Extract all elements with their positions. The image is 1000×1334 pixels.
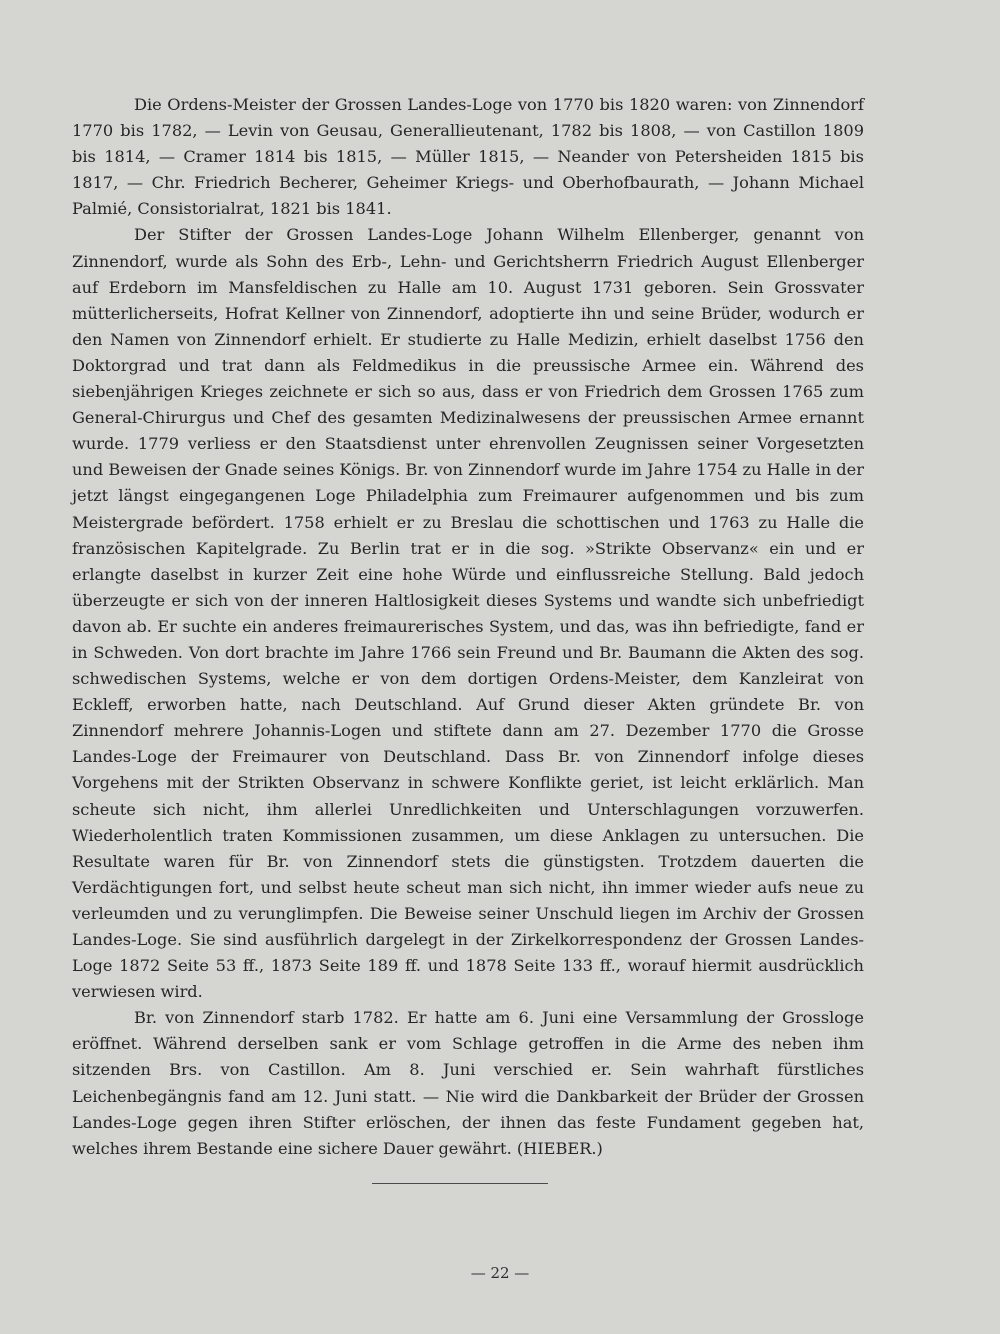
- page-number: — 22 —: [470, 1264, 530, 1282]
- section-divider: [372, 1183, 548, 1184]
- paragraph-tod: Br. von Zinnendorf starb 1782. Er hatte am 6. Juni eine Versammlung der Grossloge eröffnet. Während derselben sank er vom Schlage getroffen in die Arme des neben ihm sitzenden Brs. von Castillon. Am 8. Juni verschied er. Sein wahrhaft fürstliches Leichenbegängnis fand am 12. Juni statt. — Nie wird die Dankbarkeit der Brüder der Grossen Landes-Loge gegen ihren Stifter erlöschen, der ihnen das feste Fundament gegeben hat, welches ihrem Bestande eine sichere Dauer gewährt. (HIEBER.): [72, 1008, 864, 1158]
- paragraph-ordens-meister: Die Ordens-Meister der Grossen Landes-Loge von 1770 bis 1820 waren: von Zinnendorf 1770 bis 1782, — Levin von Geusau, Generallieutenant, 1782 bis 1808, — von Castillon 1809 bis 1814, — Cramer 1814 bis 1815, — Müller 1815, — Neander von Petersheiden 1815 bis 1817, — Chr. Friedrich Becherer, Geheimer Kriegs- und Oberhofbaurath, — Johann Michael Palmié, Consistorialrat, 1821 bis 1841.: [72, 95, 864, 219]
- paragraph-stifter: Der Stifter der Grossen Landes-Loge Johann Wilhelm Ellenberger, genannt von Zinnendorf, wurde als Sohn des Erb-, Lehn- und Gerichtsherrn Friedrich August Ellenberger auf Erdeborn im Mansfeldischen zu Halle am 10. August 1731 geboren. Sein Grossvater mütterlicherseits, Hofrat Kellner von Zinnendorf, adoptierte ihn und seine Brüder, wodurch er den Namen von Zinnendorf erhielt. Er studierte zu Halle Medizin, erhielt daselbst 1756 den Doktorgrad und trat dann als Feldmedikus in die preussische Armee ein. Während des siebenjährigen Krieges zeichnete er sich so aus, dass er von Friedrich dem Grossen 1765 zum General-Chirurgus und Chef des gesamten Medizinalwesens der preussischen Armee ernannt wurde. 1779 verliess er den Staatsdienst unter ehrenvollen Zeugnissen seiner Vorgesetzten und Beweisen der Gnade seines Königs. Br. von Zinnendorf wurde im Jahre 1754 zu Halle in der jetzt längst eingegangenen Loge Philadelphia zum Freimaurer aufgenommen und bis zum Meistergrade befördert. 1758 erhielt er zu Breslau die schottischen und 1763 zu Halle die französischen Kapitelgrade. Zu Berlin trat er in die sog. »Strikte Observanz« ein und er erlangte daselbst in kurzer Zeit eine hohe Würde und einflussreiche Stellung. Bald jedoch überzeugte er sich von der inneren Haltlosigkeit dieses Systems und wandte sich unbefriedigt davon ab. Er suchte ein anderes freimaurerisches System, und das, was ihn befriedigte, fand er in Schweden. Von dort brachte im Jahre 1766 sein Freund und Br. Baumann die Akten des sog. schwedischen Systems, welche er von dem dortigen Ordens-Meister, dem Kanzleirat von Eckleff, erworben hatte, nach Deutschland. Auf Grund dieser Akten gründete Br. von Zinnendorf mehrere Johannis-Logen und stiftete dann am 27. Dezember 1770 die Grosse Landes-Loge der Freimaurer von Deutschland. Dass Br. von Zinnendorf infolge dieses Vorgehens mit der Strikten Observanz in schwere Konflikte geriet, ist leicht erklärlich. Man scheute sich nicht, ihm allerlei Unredlichkeiten und Unterschlagungen vorzuwerfen. Wiederholentlich traten Kommissionen zusammen, um diese Anklagen zu untersuchen. Die Resultate waren für Br. von Zinnendorf stets die günstigsten. Trotzdem dauerten die Verdächtigungen fort, und selbst heute scheut man sich nicht, ihn immer wieder aufs neue zu verleumden und zu verunglimpfen. Die Beweise seiner Unschuld liegen im Archiv der Grossen Landes-Loge. Sie sind ausführlich dargelegt in der Zirkelkorrespondenz der Grossen Landes-Loge 1872 Seite 53 ff., 1873 Seite 189 ff. und 1878 Seite 133 ff., worauf hiermit ausdrücklich verwiesen wird.: [72, 225, 864, 1002]
- body-text: [72, 92, 864, 1162]
